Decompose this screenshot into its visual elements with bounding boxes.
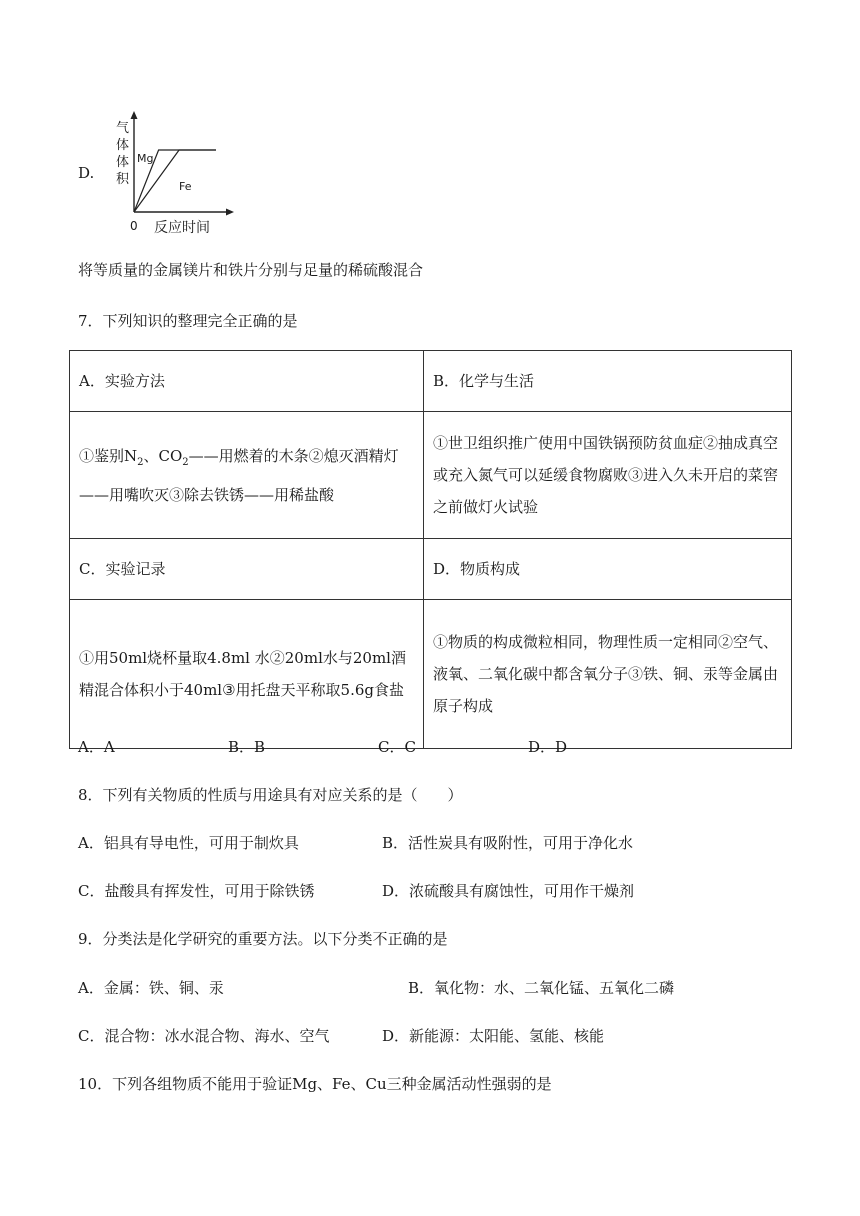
q7-stem: 7．下列知识的整理完全正确的是 (78, 312, 298, 330)
q8-option-d: D．浓硫酸具有腐蚀性，可用作干燥剂 (382, 882, 635, 900)
q8-stem: 8．下列有关物质的性质与用途具有对应关系的是（ ） (78, 786, 463, 804)
y-axis-label-char: 体 (116, 138, 130, 153)
q9-option-b: B．氧化物：水、二氧化锰、五氧化二磷 (408, 979, 675, 997)
origin-label: 0 (130, 219, 138, 233)
series-label-fe: Fe (179, 180, 192, 193)
q9-option-c: C．混合物：冰水混合物、海水、空气 (78, 1027, 330, 1045)
table-cell-b-body: ①世卫组织推广使用中国铁锅预防贫血症②抽成真空或充入氮气可以延缓食物腐败③进入久未开启的菜窖之前做灯火试验 (424, 412, 792, 539)
table-cell-c-body: ①用50ml烧杯量取4.8ml 水②20ml水与20ml酒精混合体积小于40ml③用托盘天平称取5.6g食盐 (70, 600, 424, 749)
y-axis-arrow (131, 111, 138, 119)
q8-option-b: B．活性炭具有吸附性，可用于净化水 (382, 834, 634, 852)
table-cell-a-body: ①鉴别$N_2$、$CO_2——$用燃着的木条②熄灭酒精灯——用嘴吹灭③除去铁锈——用稀盐酸 (70, 412, 424, 539)
q9-option-d: D．新能源：太阳能、氢能、核能 (382, 1027, 605, 1045)
table-cell-c-head: C．实验记录 (70, 539, 424, 600)
series-label-mg: Mg (137, 152, 154, 165)
x-axis-label: 反应时间 (154, 220, 210, 236)
q7-option-c: C．C (378, 738, 416, 756)
q10-stem: 10．下列各组物质不能用于验证Mg、Fe、Cu三种金属活动性强弱的是 (78, 1075, 552, 1093)
q7-option-d: D．D (528, 738, 568, 756)
table-cell-a-head: A．实验方法 (70, 351, 424, 412)
q9-option-a: A．金属：铁、铜、汞 (78, 979, 224, 997)
y-axis-label-char: 体 (116, 155, 130, 170)
x-axis-arrow (226, 209, 234, 216)
q7-option-a: A．A (78, 738, 115, 756)
q8-option-a: A．铝具有导电性，可用于制炊具 (78, 834, 299, 852)
y-axis-label-char: 气 (116, 121, 130, 136)
option-d-label: D. (78, 164, 95, 182)
y-axis-label-char: 积 (116, 172, 130, 187)
option-d-caption: 将等质量的金属镁片和铁片分别与足量的稀硫酸混合 (78, 261, 424, 279)
q9-stem: 9．分类法是化学研究的重要方法。以下分类不正确的是 (78, 930, 448, 948)
gas-volume-graph (104, 108, 254, 240)
table-cell-d-body: ①物质的构成微粒相同，物理性质一定相同②空气、液氧、二氧化碳中都含氧分子③铁、铜、汞等金属由原子构成 (424, 600, 792, 749)
table-cell-b-head: B．化学与生活 (424, 351, 792, 412)
q7-option-b: B．B (228, 738, 266, 756)
table-cell-d-head: D．物质构成 (424, 539, 792, 600)
q8-option-c: C．盐酸具有挥发性，可用于除铁锈 (78, 882, 315, 900)
knowledge-table (69, 350, 792, 749)
